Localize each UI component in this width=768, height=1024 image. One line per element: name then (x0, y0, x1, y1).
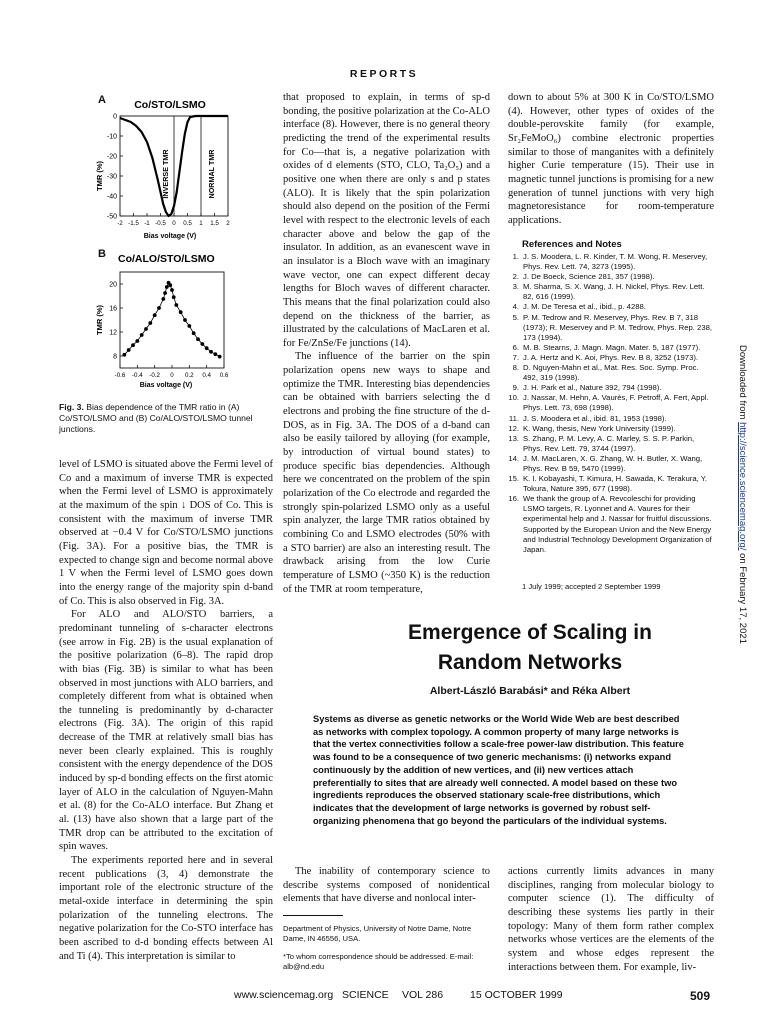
y-tick-label: -10 (106, 133, 117, 141)
x-tick-label: 0.4 (202, 372, 211, 379)
x-tick-label: 0 (172, 220, 176, 227)
article-abstract: Systems as diverse as genetic networks or the World Wide Web are best described as networks with complex topology. A common property of many large networks is that the vertex connectivities follow a scale-free power-law distribution. This feature was found to be a consequence of two generic mechanisms: (i) networks expand continuously by the addition of new vertices, and (ii) new vertices attach preferentially to sites that are already well connected. A model based on these two ingredients reproduces the observed stationary scale-free distributions, which indicates that the development of large networks is governed by robust self-organizing phenomena that go beyond the particulars of the individual systems. (313, 714, 684, 826)
footer-website: www.sciencemag.org (234, 989, 334, 1001)
data-point (172, 295, 176, 299)
x-tick-label: -0.4 (131, 372, 143, 379)
series-line (124, 283, 219, 357)
data-point (131, 343, 135, 347)
references-list (507, 252, 714, 555)
reference-number: 10. (508, 393, 519, 403)
x-tick-label: -0.2 (149, 372, 161, 379)
reference-number: 9. (512, 383, 519, 393)
article-authors: Albert-László Barabási* and Réka Albert (429, 685, 631, 697)
download-notice (737, 345, 748, 644)
reference-text: M. B. Stearns, J. Magn. Magn. Mater. 5, 187 (1977). (523, 342, 701, 352)
y-tick-label: -20 (106, 153, 117, 161)
data-point (218, 355, 222, 359)
y-tick-label: 8 (113, 353, 117, 361)
reference-number: 8. (512, 363, 519, 373)
reference-text: We thank the group of A. Revcoleschi for providing LSMO targets, R. Lyonnet and A. Vaures for their experimental help and J. Nassar for fruitful discussions. Supported by the European Union and the New Energy and Industrial Technology Development Organization of Japan. (523, 494, 712, 554)
reference-text: D. Nguyen-Mahn et al., Mat. Res. Soc. Symp. Proc. 492, 319 (1998). (523, 363, 699, 383)
references-title: References and Notes (522, 239, 622, 250)
reference-text: J. M. MacLaren, X. G. Zhang, W. H. Butler, X. Wang, Phys. Rev. B 59, 5470 (1999). (523, 453, 703, 473)
reference-number: 14. (508, 453, 519, 463)
paragraph: actions currently limits advances in many disciplines, ranging from molecular biology to computer science (1). The difficulty of describing these systems lies partly in their topology: Many of them form rather complex networks whose vertices are the elements of the system and whose edges represent the interactions between them. For example, liv- (508, 866, 714, 973)
x-tick-label: 2 (226, 220, 230, 227)
panel-b-title: Co/ALO/STO/LSMO (118, 253, 215, 265)
footer-volume: VOL 286 (402, 989, 444, 1001)
reference-text: S. Zhang, P. M. Levy, A. C. Marley, S. S. P. Parkin, Phys. Rev. Lett. 79, 3744 (1997). (523, 433, 695, 453)
data-point (187, 324, 191, 328)
download-link[interactable]: http://science.sciencemag.org/ (737, 422, 748, 551)
download-prefix: Downloaded from (737, 345, 748, 423)
reference-text: J. H. Park et al., Nature 392, 794 (1998). (523, 383, 662, 393)
data-point (170, 288, 174, 292)
x-tick-label: 0 (170, 372, 174, 379)
reference-number: 2. (512, 272, 519, 282)
x-tick-label: 0.6 (219, 372, 229, 379)
paragraph: The inability of contemporary science to describe systems composed of nonidentical elements that have diverse and nonlocal inter- (283, 866, 490, 905)
article-title-line-2: Random Networks (437, 651, 623, 674)
x-tick-label: 1.5 (210, 220, 219, 227)
reference-text: J. S. Moodera et al., ibid. 81, 1953 (1998). (523, 413, 667, 423)
data-point (161, 297, 165, 301)
data-point (209, 350, 213, 354)
y-tick-label: 12 (109, 329, 117, 337)
data-point (196, 337, 200, 341)
reference-number: 3. (512, 282, 519, 292)
figure-caption (59, 402, 273, 435)
reference-item (507, 454, 714, 474)
paragraph: down to about 5% at 300 K in Co/STO/LSMO (4). However, other types of oxides of the double-perovskite family (for example, Sr₂FeMoO₆) combine electronic properties similar to those of manganites with a definitely higher Curie temperature (15). Their use in magnetic tunnel junctions is promising for a new generation of tunnel junctions with very high magnetoresistance for room-temperature applications. (508, 92, 714, 226)
data-point (127, 348, 131, 352)
figure-caption-label: Fig. 3. (59, 402, 84, 412)
x-tick-label: -1.5 (128, 220, 139, 227)
y-tick-label: 0 (113, 113, 117, 121)
data-point (157, 306, 161, 310)
reference-item (507, 434, 714, 454)
paragraph: The influence of the barrier on the spin polarization opens new ways to shape and optimize the TMR. Interesting bias dependencies can be obtained with barriers selecting the d electrons and probing the fine structure of the d-DOS, as in Fig. 3A. The DOS of a d-band can also be easily tailored by alloying (for example, by introduction of virtual bound states) to produce specific bias dependencies. Although here we concentrated on the problem of the spin polarization of the Co electrode and regarded the strongly spin-polarized LSMO only as a useful spin analyzer, the large TMR ratios obtained by combining Co and LSMO electrodes (50% with a STO barrier) are also an interesting result. The drawback arising from the low Curie temperature of LSMO (~350 K) is the reduction of the TMR at room temperature, (283, 351, 490, 595)
reference-item (507, 494, 714, 555)
data-point (179, 310, 183, 314)
column-2-text (283, 91, 490, 596)
panel-a-ylabel: TMR (%) (95, 161, 104, 191)
x-tick-label: 0.5 (183, 220, 192, 227)
article-title-line-1: Emergence of Scaling in (408, 621, 652, 644)
paragraph: that proposed to explain, in terms of sp-d bonding, the positive polarization at the Co-ALO interface (8). However, there is no general theory predicting the trend of the experimental results for Co—that is, a negative polarization with oxides of d elements (STO, CLO, Ta₂O₅) and a positive one when there are only s and p states (ALO). It is likely that the spin polarization should also depend on the position of the Fermi level with respect to the electronic levels of each character above and below the gap of the insulator. In addition, as an evanescent wave in an insulator is a Bloch wave with an imaginary wave vector, one can expect different decay lengths for Bloch waves of different character. This means that the final polarization could also depend on the thickness of the barrier, as illustrated by the calculations of MacLaren et al. for Fe/ZnSe/Fe junctions (14). (283, 92, 490, 349)
reference-item (507, 313, 714, 343)
article-body-column-2 (508, 865, 714, 974)
data-point (163, 291, 167, 295)
y-tick-label: -40 (106, 193, 117, 201)
data-point (148, 321, 152, 325)
data-point (168, 283, 172, 287)
reference-item (507, 343, 714, 353)
column-3-text (508, 91, 714, 228)
data-point (205, 346, 209, 350)
reference-number: 1. (512, 252, 519, 261)
reference-item (507, 252, 714, 272)
reference-text: M. Sharma, S. X. Wang, J. H. Nickel, Phys. Rev. Lett. 82, 616 (1999). (523, 282, 705, 302)
reference-item (507, 393, 714, 413)
reference-item (507, 302, 714, 312)
figure-3b-chart (88, 250, 248, 392)
panel-b-letter: B (98, 248, 106, 260)
reference-number: 4. (512, 302, 519, 312)
reference-item (507, 272, 714, 282)
reference-item (507, 353, 714, 363)
reference-number: 15. (508, 474, 519, 484)
x-tick-label: -2 (117, 220, 123, 227)
x-tick-label: -1 (144, 220, 150, 227)
column-1-text (59, 458, 273, 963)
data-point (165, 285, 169, 289)
reference-number: 13. (508, 433, 519, 443)
data-point (153, 313, 157, 317)
panel-b-axes (109, 272, 229, 379)
y-tick-label: 16 (109, 305, 117, 313)
x-tick-label: 0.2 (185, 372, 194, 379)
page-number: 509 (690, 989, 711, 1003)
inverse-tmr-annotation: INVERSE TMR (161, 149, 170, 199)
normal-tmr-annotation: NORMAL TMR (207, 149, 216, 199)
reference-text: J. Nassar, M. Hehn, A. Vaurès, F. Petroff, A. Fert, Appl. Phys. Lett. 73, 698 (1998). (523, 393, 709, 413)
download-date: on February 17, 2021 (737, 550, 748, 644)
x-tick-label: -0.5 (155, 220, 166, 227)
paragraph: level of LSMO is situated above the Fermi level of Co and a maximum of inverse TMR is expected when the Fermi level of LSMO is approximately at the maximum of the spin ↓ DOS of Co. This is consistent with the maximum of inverse TMR observed at −0.4 V for Co/STO/LSMO junctions (Fig. 3A). For a positive bias, the TMR is expected to change sign and become normal above 1 V when the Fermi level of LSMO goes down into the energy range of the majority spin d-band of Co. This is also observed in Fig. 3A. (59, 459, 273, 607)
data-point (140, 333, 144, 337)
data-point (213, 352, 217, 356)
footer-journal: SCIENCE (342, 989, 389, 1001)
article-title (300, 618, 760, 678)
reference-item (507, 363, 714, 383)
section-header: REPORTS (349, 68, 419, 80)
panel-b-ylabel: TMR (%) (95, 305, 104, 335)
reference-text: J. S. Moodera, L. R. Kinder, T. M. Wong, R. Meservey, Phys. Rev. Lett. 74, 3273 (1995). (523, 252, 708, 272)
reference-item (507, 282, 714, 302)
data-point (174, 303, 178, 307)
reference-item (507, 474, 714, 494)
data-point (192, 331, 196, 335)
panel-a-xlabel: Bias voltage (V) (143, 233, 197, 240)
author-affiliation: Department of Physics, University of Notre Dame, Notre Dame, IN 46556, USA. (283, 924, 472, 943)
figure-caption-text: Bias dependence of the TMR ratio in (A) Co/STO/LSMO and (B) Co/ALO/STO/LSMO tunnel junctions. (59, 402, 253, 434)
paragraph: The experiments reported here and in several recent publications (3, 4) demonstrate the important role of the electronic structure of the metal-oxide interface in determining the spin polarization of the tunneling electrons. The negative polarization for the Co-STO interface has been ascribed to d-d bonding effects between Al and Ti (4). This interpretation is similar to (59, 855, 273, 962)
reference-number: 12. (508, 423, 519, 433)
reference-text: J. De Boeck, Science 281, 357 (1998). (523, 272, 655, 282)
data-point (135, 339, 139, 343)
reference-text: K. Wang, thesis, New York University (1999). (523, 423, 676, 433)
data-point (183, 318, 187, 322)
figure-3a-chart (88, 96, 248, 246)
reference-text: J. A. Hertz and K. Aoi, Phys. Rev. B 8, 3252 (1973). (523, 352, 699, 362)
article-body-column-1 (283, 865, 490, 906)
reference-number: 6. (512, 342, 519, 352)
reference-text: J. M. De Teresa et al., ibid., p. 4288. (523, 302, 646, 312)
reference-item (507, 424, 714, 434)
panel-a-letter: A (98, 94, 106, 106)
data-point (122, 353, 126, 357)
panel-b-xlabel: Bias voltage (V) (139, 382, 193, 389)
reference-text: P. M. Tedrow and R. Meservey, Phys. Rev. B 7, 318 (1973); R. Meservey and P. M. Tedrow, Phys. Rep. 238, 173 (1994). (523, 312, 713, 342)
footnote-rule (283, 915, 343, 916)
reference-number: 5. (512, 312, 519, 322)
reference-item (507, 414, 714, 424)
y-tick-label: 20 (109, 281, 117, 289)
paragraph: For ALO and ALO/STO barriers, a predominant tunneling of s-character electrons (see arrow in Fig. 2B) is the usual explanation of the positive polarization (6–8). The rapid drop with bias (Fig. 3B) is similar to what has been observed in most junctions with ALO barriers, and completely different from what is obtained when the tunneling is predominantly by d-character electrons (Fig. 3A). The origin of this rapid decrease of the TMR at relatively small bias has never been clearly explained. This is roughly consistent with the energy dependence of the DOS induced by sp-d bonding effects on the first atomic layer of ALO in the calculation of Nguyen-Mahn et al. (8) for the Co-ALO interface. But Zhang et al. (13) have also shown that a large part of the TMR drop can be attributed to the excitation of spin waves. (59, 609, 273, 853)
data-point (200, 342, 204, 346)
y-tick-label: -30 (106, 173, 117, 181)
reference-item (507, 383, 714, 393)
panel-a-title: Co/STO/LSMO (134, 99, 206, 111)
plot-frame (120, 272, 224, 368)
correspondence-note: *To whom correspondence should be addressed. E-mail: alb@nd.edu (283, 952, 474, 971)
reference-number: 11. (508, 413, 519, 423)
footer-date: 15 OCTOBER 1999 (470, 989, 563, 1001)
reference-number: 7. (512, 352, 519, 362)
x-tick-label: 1 (199, 220, 203, 227)
data-point (144, 327, 148, 331)
x-tick-label: -0.6 (114, 372, 126, 379)
received-dates: 1 July 1999; accepted 2 September 1999 (522, 582, 661, 591)
reference-number: 16. (508, 494, 519, 504)
y-tick-label: -50 (106, 213, 117, 221)
reference-text: K. I. Kobayashi, T. Kimura, H. Sawada, K. Terakura, Y. Tokura, Nature 395, 677 (1998). (523, 474, 708, 494)
